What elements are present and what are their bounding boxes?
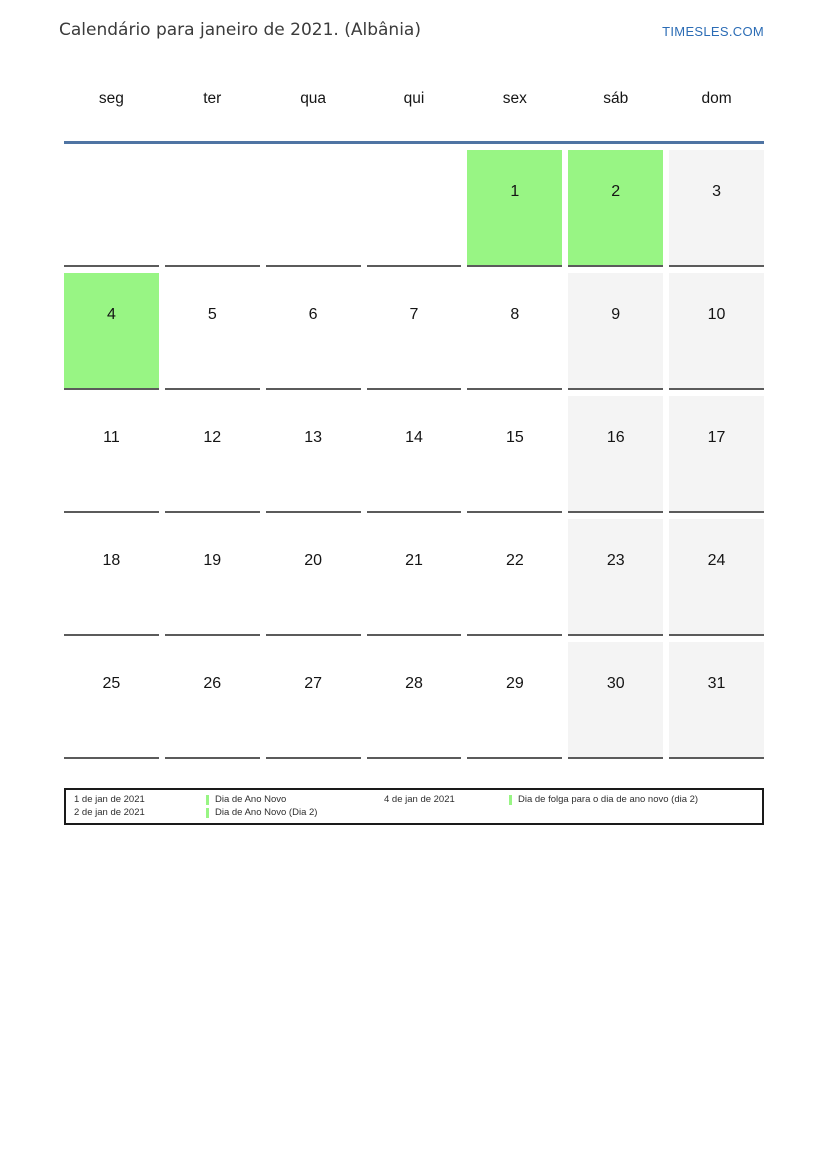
legend-item (74, 806, 384, 819)
legend-holiday-name: Dia de folga para o dia de ano novo (dia 2) (518, 794, 699, 805)
calendar-day-cell-10 (669, 273, 764, 390)
header-divider-line (64, 141, 764, 144)
holiday-marker-icon (206, 795, 209, 805)
timesles-site-link[interactable]: TIMESLES.COM (662, 24, 764, 39)
day-number: 4 (106, 306, 116, 323)
day-number: 22 (505, 552, 524, 569)
day-number: 16 (606, 429, 625, 446)
day-number: 18 (102, 552, 121, 569)
weekday-label-qui: qui (403, 90, 425, 107)
calendar-day-cell-13 (266, 396, 361, 513)
calendar-day-cell-18 (64, 519, 159, 636)
day-number: 27 (304, 675, 323, 692)
legend-holiday-name: Dia de Ano Novo (215, 794, 287, 805)
legend-date: 1 de jan de 2021 (74, 794, 145, 805)
day-number: 31 (707, 675, 726, 692)
calendar-day-cell-3 (669, 150, 764, 267)
calendar-day-cell-16 (568, 396, 663, 513)
day-number: 24 (707, 552, 726, 569)
calendar-day-cell-26 (165, 642, 260, 759)
calendar-day-cell-9 (568, 273, 663, 390)
weekday-label-sex: sex (502, 90, 527, 107)
day-number: 21 (405, 552, 423, 569)
weekday-label-ter: ter (203, 90, 222, 107)
legend-column-2 (384, 793, 754, 819)
day-number: 30 (606, 675, 625, 692)
day-number: 6 (308, 306, 318, 323)
holiday-marker-icon (206, 808, 209, 818)
legend-column-1 (74, 793, 384, 819)
day-number: 29 (505, 675, 524, 692)
calendar-day-cell-17 (669, 396, 764, 513)
calendar-empty-cell (64, 150, 159, 267)
legend-item (384, 793, 754, 806)
day-number: 26 (203, 675, 222, 692)
day-number: 19 (203, 552, 222, 569)
calendar-day-cell-20 (266, 519, 361, 636)
calendar-day-cell-5 (165, 273, 260, 390)
calendar-grid (64, 150, 764, 759)
calendar-day-cell-25 (64, 642, 159, 759)
day-number: 8 (510, 306, 520, 323)
calendar-day-cell-28 (367, 642, 462, 759)
calendar-day-cell-2 (568, 150, 663, 267)
day-number: 25 (102, 675, 121, 692)
day-number: 12 (203, 429, 222, 446)
calendar-day-cell-7 (367, 273, 462, 390)
calendar-empty-cell (165, 150, 260, 267)
calendar-day-cell-21 (367, 519, 462, 636)
legend-date: 2 de jan de 2021 (74, 807, 145, 818)
day-number: 1 (510, 183, 520, 200)
calendar-day-cell-30 (568, 642, 663, 759)
day-number: 9 (611, 306, 621, 323)
day-number: 10 (707, 306, 726, 323)
weekday-label-seg: seg (98, 90, 124, 107)
legend-date: 4 de jan de 2021 (384, 794, 455, 805)
calendar-day-cell-23 (568, 519, 663, 636)
day-number: 17 (707, 429, 726, 446)
calendar-day-cell-8 (467, 273, 562, 390)
calendar-day-cell-1 (467, 150, 562, 267)
day-number: 5 (207, 306, 217, 323)
calendar-day-cell-27 (266, 642, 361, 759)
calendar-day-cell-22 (467, 519, 562, 636)
holiday-legend (64, 788, 764, 825)
day-number: 13 (304, 429, 323, 446)
day-number: 20 (304, 552, 323, 569)
calendar-day-cell-19 (165, 519, 260, 636)
calendar-day-cell-12 (165, 396, 260, 513)
calendar-empty-cell (266, 150, 361, 267)
day-number: 28 (405, 675, 423, 692)
calendar-day-cell-11 (64, 396, 159, 513)
day-number: 23 (606, 552, 625, 569)
day-number: 15 (505, 429, 524, 446)
calendar-day-cell-15 (467, 396, 562, 513)
calendar-day-cell-24 (669, 519, 764, 636)
page-title: Calendário para janeiro de 2021. (Albânia) (59, 20, 421, 40)
calendar-day-cell-4 (64, 273, 159, 390)
calendar-empty-cell (367, 150, 462, 267)
day-number: 14 (405, 429, 423, 446)
weekday-header-row (64, 90, 764, 108)
calendar-day-cell-31 (669, 642, 764, 759)
day-number: 11 (103, 429, 120, 446)
weekday-label-sáb: sáb (603, 90, 629, 107)
day-number: 2 (611, 183, 621, 200)
calendar-day-cell-6 (266, 273, 361, 390)
weekday-label-dom: dom (701, 90, 732, 107)
day-number: 7 (409, 306, 419, 323)
calendar-day-cell-14 (367, 396, 462, 513)
day-number: 3 (712, 183, 722, 200)
calendar-day-cell-29 (467, 642, 562, 759)
holiday-marker-icon (509, 795, 512, 805)
legend-item (74, 793, 384, 806)
legend-holiday-name: Dia de Ano Novo (Dia 2) (215, 807, 318, 818)
weekday-label-qua: qua (300, 90, 327, 107)
